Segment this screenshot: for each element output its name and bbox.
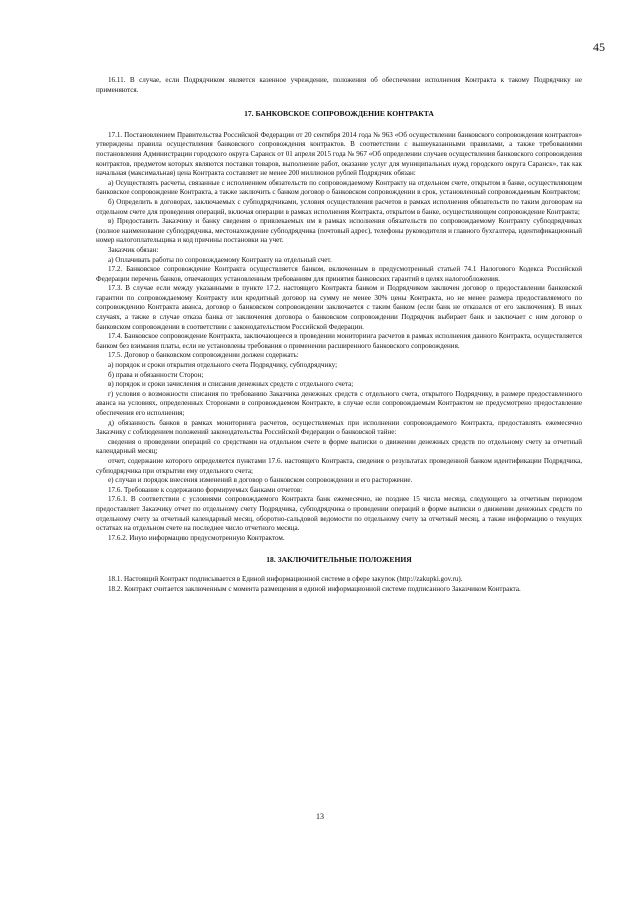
- paragraph-17-1: 17.1. Постановлением Правительства Российской Федерации от 20 сентября 2014 года № 963 «Об осуществлении банковского сопровождения контрактов» утверждены правила осуществления банковского сопровождения контрактов. В соответствии с вышеуказанными правилами, а также требованиями постановления Администрации городского округа Саранск от 01 апреля 2015 года № 967 «Об определении случаев осуществления банковского сопровождения контрактов, предметом которых являются поставки товаров, выполнение работ, оказание услуг для муниципальных нужд городского округа Саранск», так как начальная (максимальная) цена Контракта составляет не менее 200 миллионов рублей Подрядчик обязан:: [96, 130, 582, 178]
- section-heading-18: 18. ЗАКЛЮЧИТЕЛЬНЫЕ ПОЛОЖЕНИЯ: [266, 555, 412, 565]
- paragraph-18-1: 18.1. Настоящий Контракт подписывается в Единой информационной системе в сфере закупок (http://zakupki.gov.ru).: [108, 574, 463, 583]
- paragraph-17-5-d: д) обязанность банков в рамках мониторинга расчетов, осуществляемых при исполнении сопровождаемого Контракта, предоставлять ежемесячно Заказчику с соблюдением положений законодательства Российской Федерации о банковской тайне:: [96, 418, 582, 437]
- paragraph-17-1-b: б) Определить в договорах, заключаемых с субподрядчиками, условия осуществления расчетов в рамках исполнения обязательств по таким договорам на отдельном счете для проведения операций, включая операции в рамках исполнения Контракта, открытом в банке, осуществляющем сопровождение Контракта;: [96, 197, 582, 216]
- paragraph-18-2: 18.2. Контракт считается заключенным с момента размещения в единой информационной системе подписанного Заказчиком Контракта.: [108, 584, 521, 593]
- page-number-top: 45: [593, 40, 605, 54]
- paragraph-17-5: 17.5. Договор о банковском сопровождении должен содержать:: [108, 351, 299, 360]
- paragraph-customer-obliged: Заказчик обязан:: [108, 245, 159, 254]
- page-number-bottom: 13: [316, 812, 324, 821]
- paragraph-16-11: 16.11. В случае, если Подрядчиком является казенное учреждение, положения об обеспечении исполнения Контракта к такому Подрядчику не применяются.: [96, 76, 582, 94]
- paragraph-customer-a: а) Оплачивать работы по сопровождаемому Контракту на отдельный счет.: [108, 255, 332, 264]
- section-heading-17: 17. БАНКОВСКОЕ СОПРОВОЖДЕНИЕ КОНТРАКТА: [244, 109, 434, 119]
- paragraph-17-1-v: в) Предоставить Заказчику и банку сведения о привлекаемых им в рамках исполнения обязательств по сопровождаемому Контракту субподрядчиках (полное наименование субподрядчика, местонахождение субподрядчика (почтовый адрес), телефоны руководителя и главного бухгалтера, идентификационный номер налогоплательщика и код причины постановки на учет.: [96, 217, 582, 245]
- paragraph-17-4: 17.4. Банковское сопровождение Контракта, заключающееся в проведении мониторинга расчетов в рамках исполнения данного Контракта, осуществляется банком без взимания платы, если не установлены требования о применении расширенного банковского сопровождения.: [96, 332, 582, 350]
- paragraph-17-5-g: г) условия о возможности списания по требованию Заказчика денежных средств с отдельного счета, открытого Подрядчику, в размере предоставленного аванса на условиях, определенных Сторонами в сопровождаемом Контракте, в случае если сопровождаемым Контрактом не предусмотрено предоставление обеспечения его исполнения;: [96, 389, 582, 417]
- paragraph-17-6-2: 17.6.2. Иную информацию предусмотренную Контрактом.: [108, 533, 285, 542]
- paragraph-17-1-a: а) Осуществлять расчеты, связанные с исполнением обязательств по сопровождаемому Контракту на отдельном счете, открытом в банке, осуществляющем банковское сопровождение Контракта, а также заключить с банком договор о банковском сопровождении в срок, установленный сопровождаемым Контрактом;: [96, 178, 582, 197]
- paragraph-17-6: 17.6. Требование к содержанию формируемых банками отчетов:: [108, 485, 303, 494]
- paragraph-17-5-b: б) права и обязанности Сторон;: [108, 370, 204, 379]
- paragraph-17-5-d-1: сведения о проведении операций со средствами на отдельном счете в форме выписки о движении денежных средств по отдельному счету за отчетный календарный месяц;: [96, 437, 582, 456]
- paragraph-17-5-v: в) порядок и сроки зачисления и списания денежных средств с отдельного счета;: [108, 380, 354, 389]
- paragraph-17-5-a: а) порядок и сроки открытия отдельного счета Подрядчику, субподрядчику;: [108, 361, 338, 370]
- paragraph-17-6-1: 17.6.1. В соответствии с условиями сопровождаемого Контракта банк ежемесячно, не позднее 15 числа месяца, следующего за отчетным периодом предоставляет Заказчику отчет по отдельному счету Подрядчика, субподрядчика о проведении операций в форме выписки о движении денежных средств по отдельному счету за отчетный календарный месяц, оборотно-сальдовой ведомости по отдельному счету за отчетный месяц, а также информацию о текущих остатках на отдельном счете на последнее число отчетного месяца.: [96, 495, 582, 533]
- document-body: [96, 76, 582, 594]
- paragraph-17-2: 17.2. Банковское сопровождение Контракта осуществляется банком, включенным в предусмотренный статьей 74.1 Налогового Кодекса Российской Федерации перечень банков, отвечающих установленным требованиям для принятия банковских гарантий в целях налогообложения.: [96, 265, 582, 283]
- paragraph-17-5-e: е) случаи и порядок внесения изменений в договор о банковском сопровождении и его расторжение.: [108, 476, 413, 485]
- paragraph-17-3: 17.3. В случае если между указанными в пункте 17.2. настоящего Контракта банком и Подрядчиком заключен договор о предоставлении банковской гарантии по сопровождаемому Контракту или кредитный договор на сумму не менее 30% цены Контракта, но не менее размера предоставляемого по сопровождению Контракта аванса, договор о банковском сопровождении заключается с таким банком (если банк не отказался от его заключения). В иных случаях, а также в случае отказа банка от заключения договора о банковском сопровождении Подрядчик выбирает банк и заключает с ним договор о банковском сопровождении в соответствии с законодательством Российской Федерации.: [96, 284, 582, 331]
- paragraph-17-5-d-2: отчет, содержание которого определяется пунктами 17.6. настоящего Контракта, сведения о результатах проведенной банком идентификации Подрядчика, субподрядчика при открытии ему отдельного счета;: [96, 456, 582, 475]
